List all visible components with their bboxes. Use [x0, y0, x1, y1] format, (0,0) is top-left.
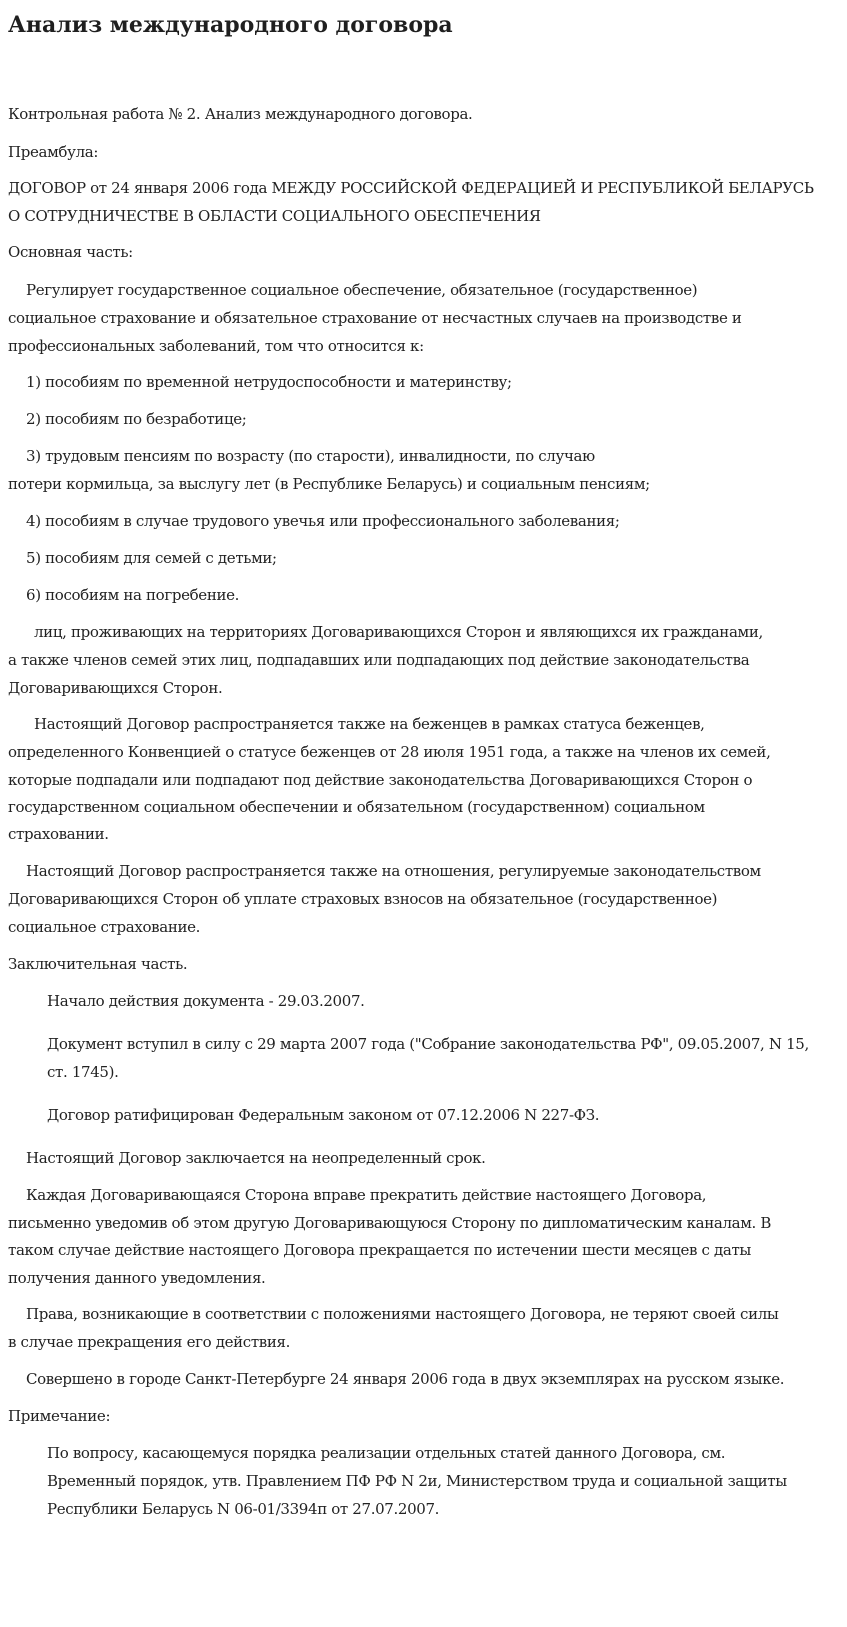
list-item: 6) пособиям на погребение. — [26, 586, 240, 604]
list-item: 4) пособиям в случае трудового увечья или профессионального заболевания; — [26, 512, 620, 530]
document-note-line: Документ вступил в силу с 29 марта 2007 года ("Собрание законодательства РФ", 09.05.2007, N 15, — [47, 1035, 809, 1053]
main-part-heading: Основная часть: — [8, 243, 133, 261]
paragraph-line: страховании. — [8, 825, 109, 843]
note-line: Временный порядок, утв. Правлением ПФ РФ N 2и, Министерством труда и социальной защиты — [47, 1472, 787, 1490]
list-item: 5) пособиям для семей с детьми; — [26, 549, 277, 567]
paragraph-line: Каждая Договаривающаяся Сторона вправе прекратить действие настоящего Договора, — [26, 1186, 707, 1204]
paragraph-line: Настоящий Договор заключается на неопределенный срок. — [26, 1149, 486, 1167]
paragraph-line: профессиональных заболеваний, том что относится к: — [8, 337, 424, 355]
paragraph-line: в случае прекращения его действия. — [8, 1333, 291, 1351]
page-title: Анализ международного договора — [8, 12, 453, 38]
note-line: Республики Беларусь N 06-01/3394п от 27.07.2007. — [47, 1500, 440, 1518]
paragraph-line: Права, возникающие в соответствии с положениями настоящего Договора, не теряют своей силы — [26, 1305, 779, 1323]
paragraph-line: социальное страхование. — [8, 918, 201, 936]
paragraph-line: социальное страхование и обязательное страхование от несчастных случаев на производстве и — [8, 309, 742, 327]
list-item: 1) пособиям по временной нетрудоспособности и материнству; — [26, 373, 512, 391]
paragraph-line: лиц, проживающих на территориях Договаривающихся Сторон и являющихся их гражданами, — [34, 623, 763, 641]
treaty-title-line: О СОТРУДНИЧЕСТВЕ В ОБЛАСТИ СОЦИАЛЬНОГО ОБЕСПЕЧЕНИЯ — [8, 207, 541, 225]
paragraph-line: получения данного уведомления. — [8, 1269, 266, 1287]
document-note-line: Договор ратифицирован Федеральным законом от 07.12.2006 N 227-ФЗ. — [47, 1106, 600, 1124]
paragraph-line: которые подпадали или подпадают под действие законодательства Договаривающихся Сторон о — [8, 771, 753, 789]
intro-line: Контрольная работа № 2. Анализ международного договора. — [8, 105, 473, 123]
treaty-title-line: ДОГОВОР от 24 января 2006 года МЕЖДУ РОССИЙСКОЙ ФЕДЕРАЦИЕЙ И РЕСПУБЛИКОЙ БЕЛАРУСЬ — [8, 179, 814, 197]
list-item: 2) пособиям по безработице; — [26, 410, 247, 428]
paragraph-line: Совершено в городе Санкт-Петербурге 24 января 2006 года в двух экземплярах на русском языке. — [26, 1370, 785, 1388]
final-part-heading: Заключительная часть. — [8, 955, 188, 973]
list-item: 3) трудовым пенсиям по возрасту (по старости), инвалидности, по случаю — [26, 447, 595, 465]
document-note-line: ст. 1745). — [47, 1063, 119, 1081]
document-note-line: Начало действия документа - 29.03.2007. — [47, 992, 365, 1010]
preamble-heading: Преамбула: — [8, 143, 99, 161]
paragraph-line: письменно уведомив об этом другую Договаривающуюся Сторону по дипломатическим каналам. В — [8, 1214, 772, 1232]
paragraph-line: а также членов семей этих лиц, подпадавших или подпадающих под действие законодательства — [8, 651, 750, 669]
paragraph-line: Настоящий Договор распространяется также на беженцев в рамках статуса беженцев, — [34, 715, 705, 733]
paragraph-line: Настоящий Договор распространяется также на отношения, регулируемые законодательством — [26, 862, 761, 880]
paragraph-line: государственном социальном обеспечении и обязательном (государственном) социальном — [8, 798, 705, 816]
paragraph-line: Регулирует государственное социальное обеспечение, обязательное (государственное) — [26, 281, 698, 299]
paragraph-line: Договаривающихся Сторон об уплате страховых взносов на обязательное (государственное) — [8, 890, 718, 908]
paragraph-line: определенного Конвенцией о статусе беженцев от 28 июля 1951 года, а также на членов их семей, — [8, 743, 771, 761]
note-heading: Примечание: — [8, 1407, 111, 1425]
paragraph-line: таком случае действие настоящего Договора прекращается по истечении шести месяцев с даты — [8, 1241, 751, 1259]
paragraph-line: Договаривающихся Сторон. — [8, 679, 223, 697]
list-item-continuation: потери кормильца, за выслугу лет (в Республике Беларусь) и социальным пенсиям; — [8, 475, 650, 493]
note-line: По вопросу, касающемуся порядка реализации отдельных статей данного Договора, см. — [47, 1444, 726, 1462]
